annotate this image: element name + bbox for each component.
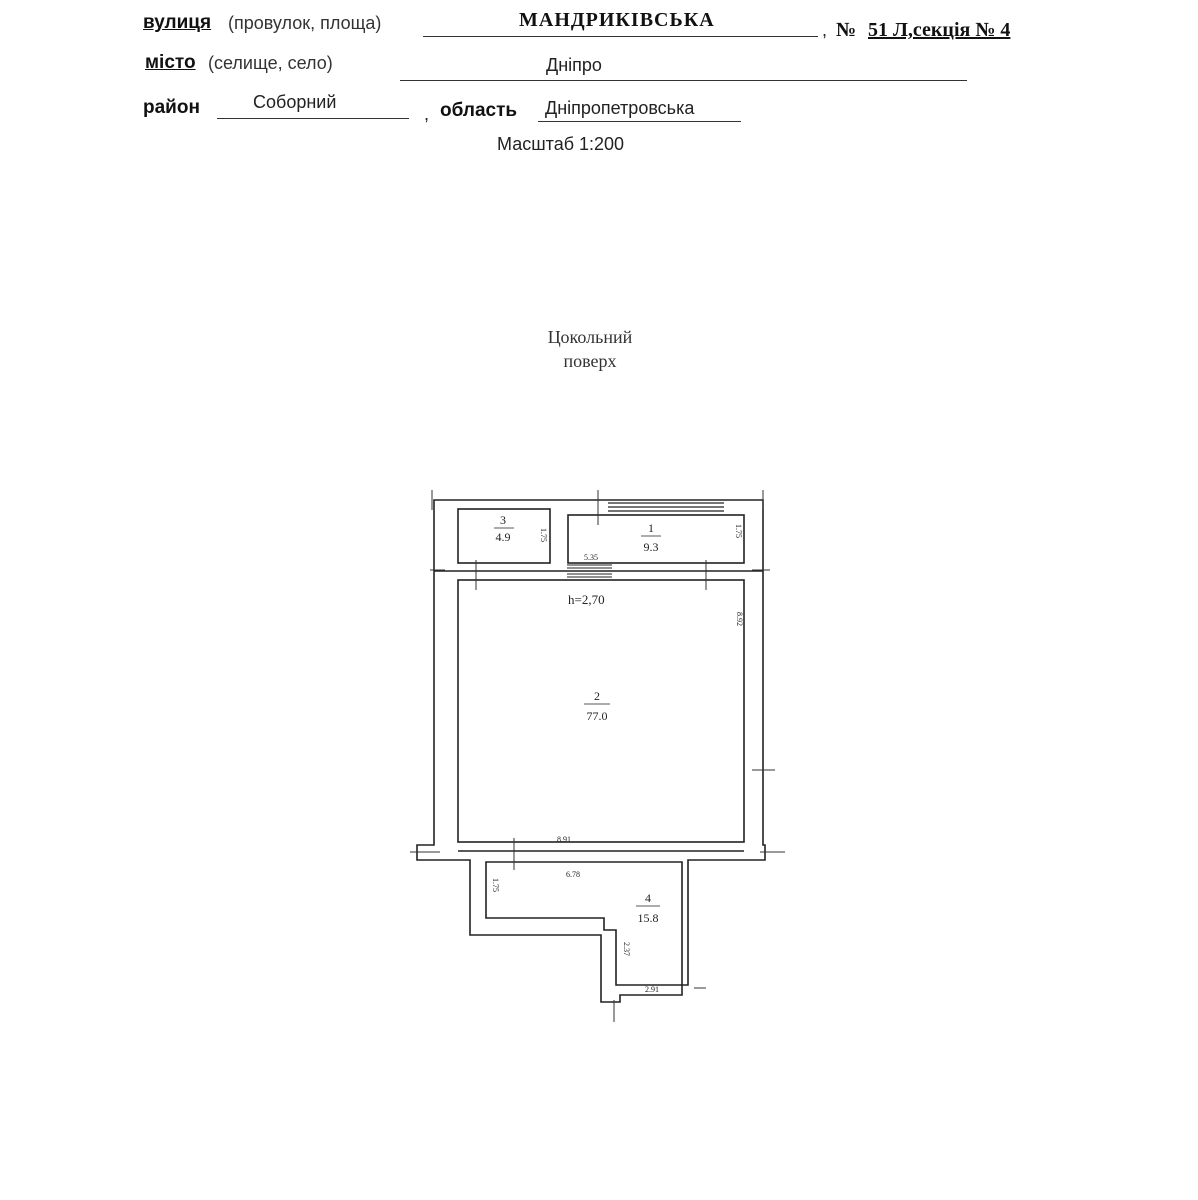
dim-room4-depth: 1.75 [491,878,500,892]
dim-room1-depth: 1.75 [734,524,743,538]
dim-room1-width: 5.35 [584,553,598,562]
city-value: Дніпро [546,55,602,75]
city-hint: (селище, село) [208,53,333,73]
region-value: Дніпропетровська [545,98,695,118]
floor-title-line2: поверх [563,351,617,371]
room-2-area: 77.0 [586,709,608,723]
room-1-number: 1 [648,521,654,535]
room-3-number: 3 [500,513,506,527]
district-label: район [143,97,200,118]
scale-label: Масштаб 1:200 [497,134,625,154]
number-value: 51 Л,секція № 4 [868,19,1011,41]
region-label: область [440,100,518,121]
district-value: Собoрний [253,92,337,112]
city-label: місто [145,52,196,73]
district-comma: , [424,104,430,124]
dim-room2-width: 8.91 [557,835,571,844]
dim-stair-width: 2.91 [645,985,659,994]
outer-wall [417,500,765,1002]
room-4-area: 15.8 [637,911,659,925]
room-1-area: 9.3 [643,540,659,554]
room-2-number: 2 [594,689,600,703]
dim-stair-depth: 2.37 [622,942,631,956]
street-label: вулиця [143,12,212,33]
dim-room3-depth: 1.75 [539,528,548,542]
street-value: МАНДРИКІВСЬКА [519,9,715,31]
room-4-number: 4 [645,891,651,905]
ceiling-height: h=2,70 [568,592,605,607]
floor-title-line1: Цокольний [547,327,633,347]
dim-room4-width: 6.78 [566,870,580,879]
number-prefix: № [836,19,857,41]
street-comma: , [822,20,828,40]
dim-room2-depth: 8.92 [735,612,744,626]
street-hint: (провулок, площа) [228,13,382,33]
room-3-area: 4.9 [495,530,511,544]
